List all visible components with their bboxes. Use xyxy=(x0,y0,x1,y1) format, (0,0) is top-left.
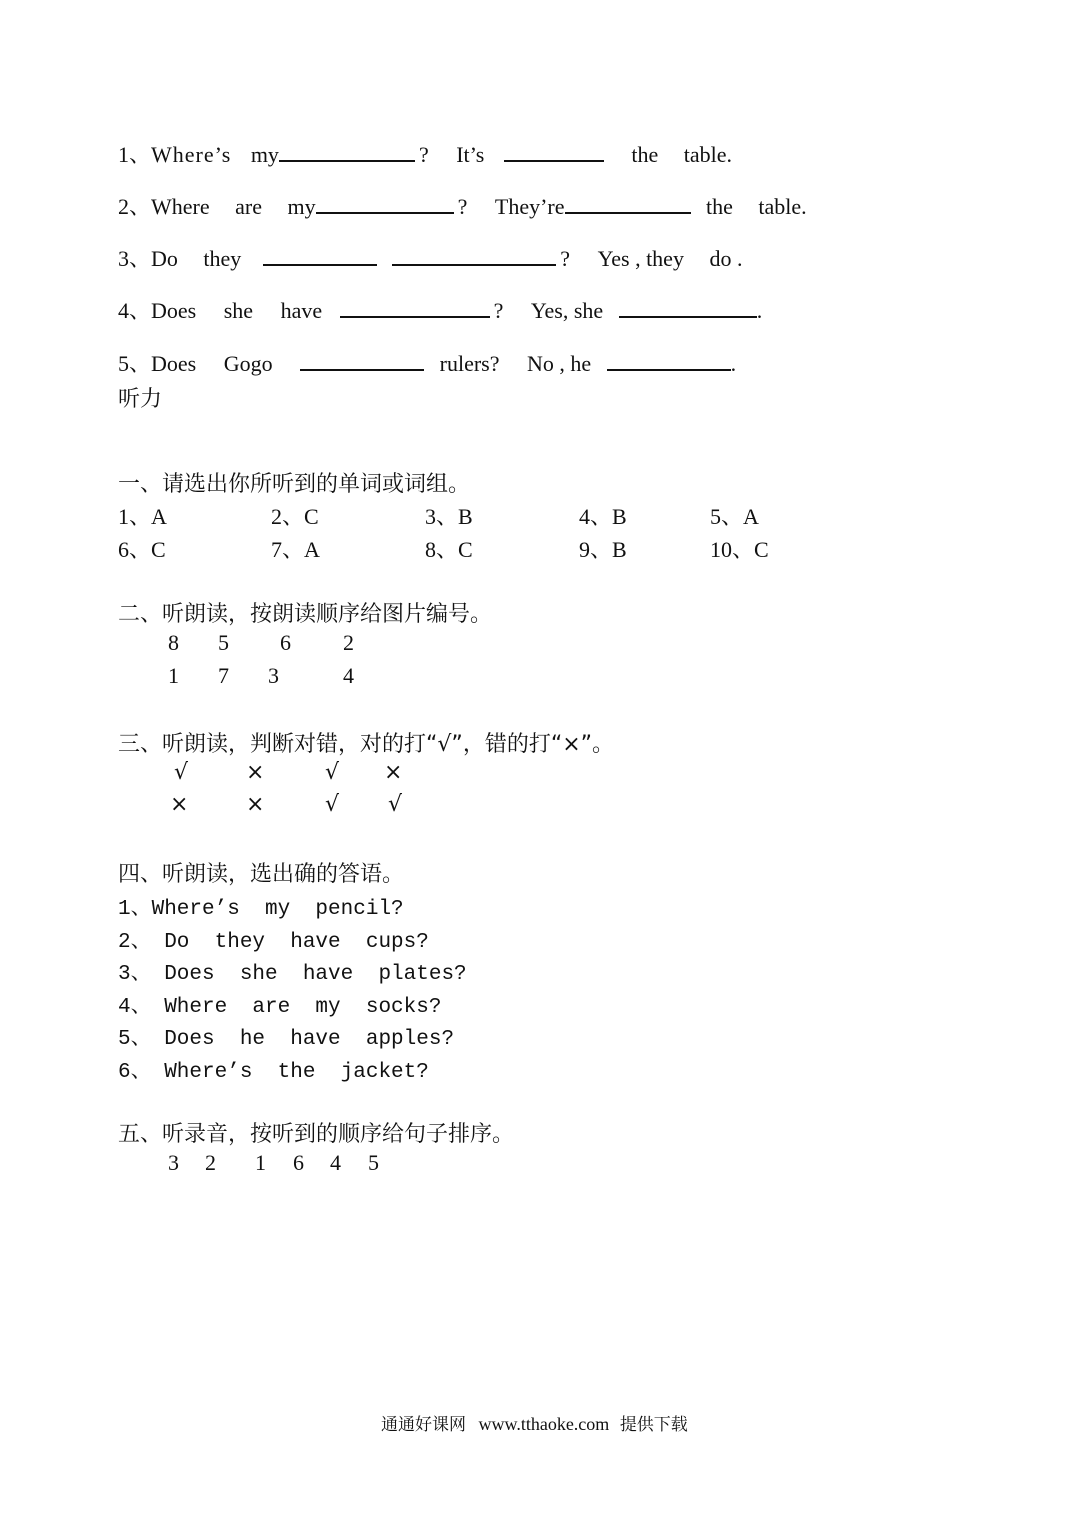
q3-answer: do . xyxy=(709,246,743,271)
q4-question-mark: ? xyxy=(493,298,504,323)
q5-period: . xyxy=(730,351,737,376)
answer-mark: √ xyxy=(325,792,340,817)
answer-item: 7、A xyxy=(271,537,320,562)
q4-period: . xyxy=(756,298,763,323)
answer-item: 2、C xyxy=(271,504,319,529)
q4-word: have xyxy=(280,298,323,323)
answer-item: 1 xyxy=(168,663,179,688)
answer-item: 4 xyxy=(330,1150,341,1175)
page-footer xyxy=(381,1410,688,1435)
q5-word: Does xyxy=(151,351,197,376)
section-4-title: 四、听朗读，选出确的答语。 xyxy=(118,862,405,887)
q4-answer: Yes, she xyxy=(530,298,604,323)
q3-number: 3、 xyxy=(118,246,152,271)
footer-download-text: 提供下载 xyxy=(619,1415,688,1435)
q2-word: Where xyxy=(151,194,210,219)
answer-item: 2 xyxy=(205,1150,216,1175)
q3-answer: Yes , they xyxy=(597,246,684,271)
q4-blank[interactable] xyxy=(340,296,490,318)
question-2 xyxy=(118,190,807,221)
section-4-item: 1、Where’s my pencil? xyxy=(118,898,404,921)
q1-blank[interactable] xyxy=(504,140,604,162)
question-4 xyxy=(118,294,762,325)
listening-title: 听力 xyxy=(118,387,163,412)
section-4-item: 5、 Does he have apples? xyxy=(118,1028,455,1051)
q1-word: Where’s xyxy=(151,142,232,167)
answer-item: 3、B xyxy=(425,504,473,529)
q2-word: the xyxy=(706,194,733,219)
q1-number: 1、 xyxy=(118,142,152,167)
section-4-item: 6、 Where’s the jacket? xyxy=(118,1061,429,1084)
q1-question-mark: ? xyxy=(418,142,429,167)
question-5 xyxy=(118,347,736,378)
answer-item: 8 xyxy=(168,630,179,655)
q5-blank[interactable] xyxy=(300,349,424,371)
answer-item: 4 xyxy=(343,663,354,688)
answer-item: 6 xyxy=(293,1150,304,1175)
answer-item: 1 xyxy=(255,1150,266,1175)
q2-word: They’re xyxy=(494,194,565,219)
answer-mark: × xyxy=(246,760,265,785)
answer-mark: √ xyxy=(325,760,340,785)
answer-item: 10、C xyxy=(710,537,769,562)
q2-word: table. xyxy=(758,194,807,219)
section-4-item: 2、 Do they have cups? xyxy=(118,931,429,954)
footer-site-name: 通通好课网 xyxy=(381,1415,466,1435)
section-5-title: 五、听录音，按听到的顺序给句子排序。 xyxy=(118,1122,515,1147)
q4-word: she xyxy=(223,298,254,323)
q4-blank[interactable] xyxy=(619,296,757,318)
section-4-item: 4、 Where are my socks? xyxy=(118,996,442,1019)
question-1 xyxy=(118,138,732,169)
q3-question-mark: ? xyxy=(560,246,571,271)
q5-word: rulers? xyxy=(439,351,500,376)
section-2-title: 二、听朗读，按朗读顺序给图片编号。 xyxy=(118,602,493,627)
answer-item: 7 xyxy=(218,663,229,688)
q1-word: my xyxy=(250,142,279,167)
q2-word: are xyxy=(235,194,262,219)
q3-blank[interactable] xyxy=(392,244,556,266)
q5-blank[interactable] xyxy=(607,349,731,371)
answer-item: 3 xyxy=(168,1150,179,1175)
q3-blank[interactable] xyxy=(263,244,377,266)
q5-number: 5、 xyxy=(118,351,152,376)
answer-item: 6、C xyxy=(118,537,166,562)
answer-item: 5 xyxy=(218,630,229,655)
answer-item: 5、A xyxy=(710,504,759,529)
q2-question-mark: ? xyxy=(457,194,468,219)
answer-item: 3 xyxy=(268,663,279,688)
q3-word: Do xyxy=(151,246,178,271)
q2-blank[interactable] xyxy=(316,192,454,214)
q2-word: my xyxy=(287,194,316,219)
answer-item: 9、B xyxy=(579,537,627,562)
answer-mark: × xyxy=(384,760,403,785)
q2-number: 2、 xyxy=(118,194,152,219)
answer-item: 8、C xyxy=(425,537,473,562)
q3-word: they xyxy=(203,246,242,271)
q1-blank[interactable] xyxy=(279,140,415,162)
q2-blank[interactable] xyxy=(565,192,691,214)
q5-word: Gogo xyxy=(223,351,273,376)
section-1-title: 一、请选出你所听到的单词或词组。 xyxy=(118,472,471,497)
q1-word: table. xyxy=(683,142,732,167)
answer-item: 5 xyxy=(368,1150,379,1175)
answer-mark: √ xyxy=(388,792,403,817)
answer-item: 2 xyxy=(343,630,354,655)
q1-word: It’s xyxy=(456,142,485,167)
answer-item: 1、A xyxy=(118,504,167,529)
section-4-item: 3、 Does she have plates? xyxy=(118,963,467,986)
q5-answer: No , he xyxy=(526,351,592,376)
q4-word: Does xyxy=(151,298,197,323)
question-3 xyxy=(118,242,742,273)
section-3-title: 三、听朗读，判断对错，对的打“√”，错的打“×”。 xyxy=(118,732,615,757)
answer-mark: × xyxy=(170,792,189,817)
footer-url[interactable]: www.tthaoke.com xyxy=(478,1414,610,1434)
answer-item: 4、B xyxy=(579,504,627,529)
q1-word: the xyxy=(631,142,659,167)
answer-item: 6 xyxy=(280,630,291,655)
q4-number: 4、 xyxy=(118,298,152,323)
answer-mark: × xyxy=(246,792,265,817)
answer-mark: √ xyxy=(174,760,189,785)
